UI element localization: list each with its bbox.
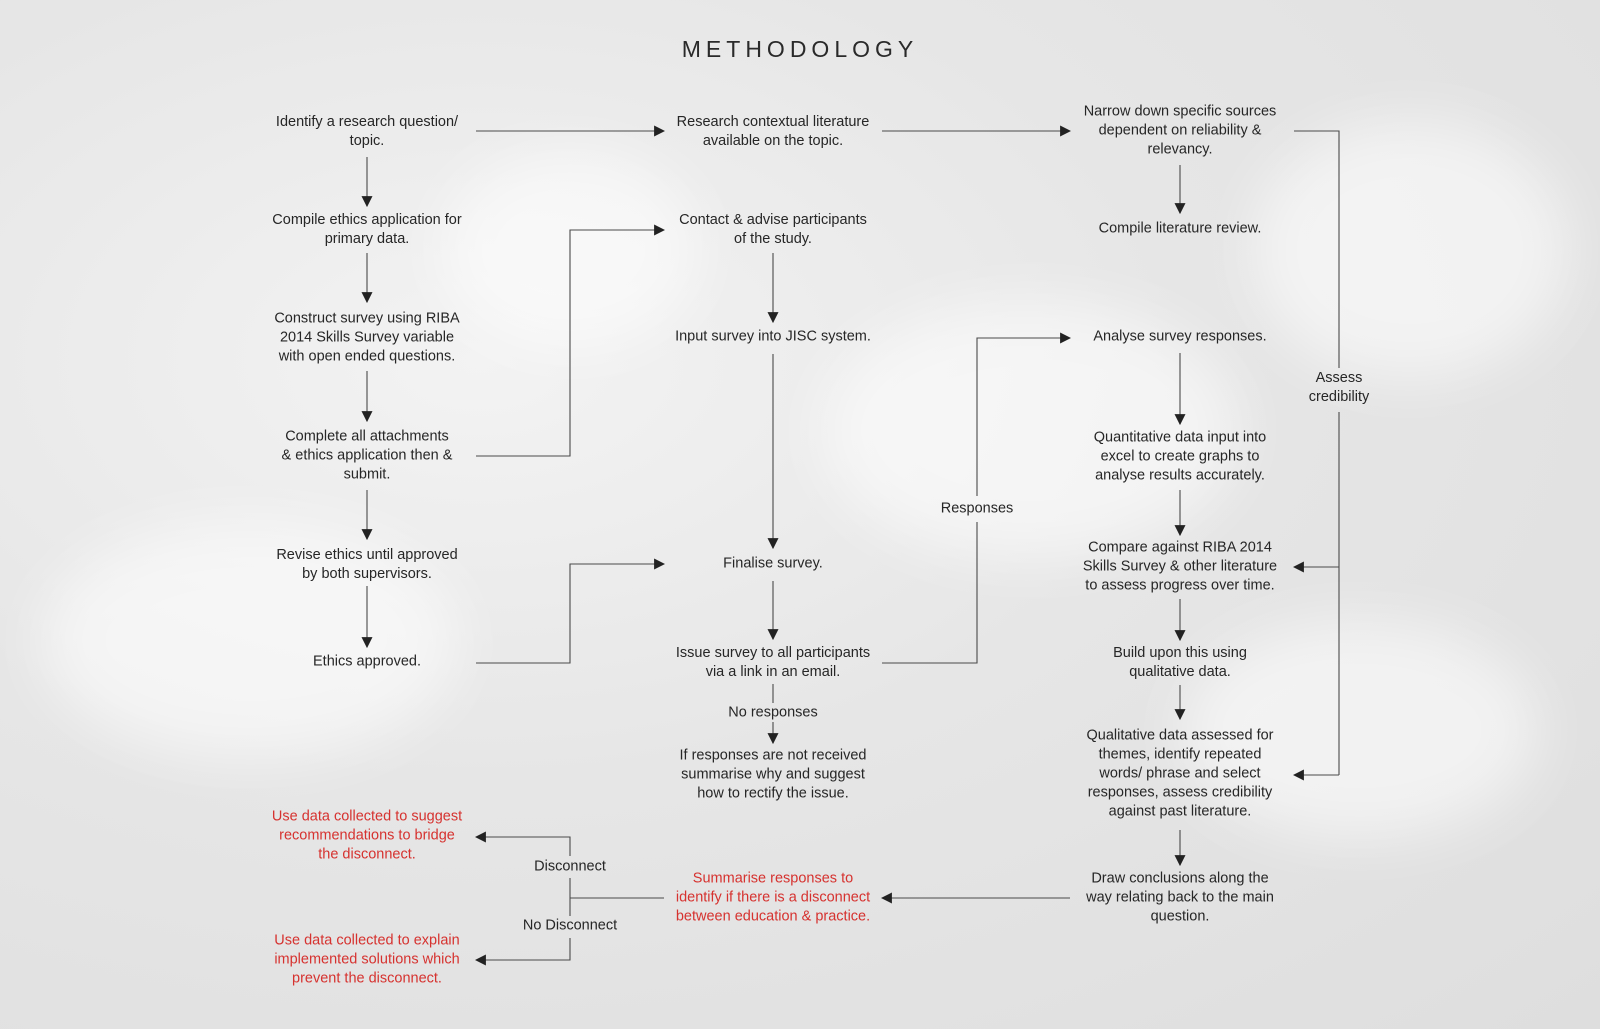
node-use-data-explain: Use data collected to explain implemented solutions which prevent the disconnect. bbox=[274, 932, 460, 987]
label-assess-credibility: Assess credibility bbox=[1308, 370, 1370, 405]
node-summarise-responses: Summarise responses to identify if there is a disconnect between education & practice. bbox=[675, 870, 871, 925]
node-input-survey: Input survey into JISC system. bbox=[675, 328, 871, 345]
arrow-disconnect-to-suggest bbox=[476, 837, 570, 856]
label-no-responses: No responses bbox=[728, 704, 818, 721]
label-responses: Responses bbox=[940, 500, 1014, 517]
line-narrow-to-credibility bbox=[1294, 131, 1339, 368]
node-issue-survey: Issue survey to all participants via a link in an email. bbox=[675, 645, 871, 680]
diagram-title: METHODOLOGY bbox=[681, 36, 919, 62]
node-compile-review: Compile literature review. bbox=[1098, 220, 1262, 237]
label-no-disconnect: No Disconnect bbox=[522, 917, 618, 934]
node-identify-question: Identify a research question/ topic. bbox=[275, 114, 459, 149]
node-analyse-responses: Analyse survey responses. bbox=[1093, 328, 1267, 345]
label-disconnect: Disconnect bbox=[534, 858, 606, 875]
node-contact-participants: Contact & advise participants of the study. bbox=[679, 212, 867, 247]
arrow-approved-to-finalise bbox=[476, 564, 664, 663]
node-compile-ethics: Compile ethics application for primary data. bbox=[272, 212, 462, 247]
arrow-complete-to-contact bbox=[476, 230, 664, 456]
node-qualitative-assessed: Qualitative data assessed for themes, identify repeated words/ phrase and select responses, assess credibility against past literature. bbox=[1086, 727, 1274, 820]
arrow-responses-to-analyse bbox=[977, 338, 1070, 496]
node-complete-attachments: Complete all attachments & ethics application then & submit. bbox=[281, 428, 453, 483]
node-ethics-approved: Ethics approved. bbox=[312, 653, 422, 670]
node-compare-riba: Compare against RIBA 2014 Skills Survey & other literature to assess progress over time. bbox=[1082, 539, 1278, 594]
node-no-responses-action: If responses are not received summarise why and suggest how to rectify the issue. bbox=[679, 747, 867, 802]
node-use-data-suggest: Use data collected to suggest recommendations to bridge the disconnect. bbox=[271, 808, 463, 863]
node-finalise-survey: Finalise survey. bbox=[723, 555, 823, 572]
node-quantitative-input: Quantitative data input into excel to create graphs to analyse results accurately. bbox=[1093, 429, 1267, 484]
node-research-literature: Research contextual literature available on the topic. bbox=[676, 114, 870, 149]
node-construct-survey: Construct survey using RIBA 2014 Skills Survey variable with open ended questions. bbox=[274, 310, 460, 365]
node-narrow-sources: Narrow down specific sources dependent on reliability & relevancy. bbox=[1083, 103, 1277, 158]
line-issue-to-responses bbox=[882, 522, 977, 663]
node-build-upon: Build upon this using qualitative data. bbox=[1113, 645, 1247, 680]
node-revise-ethics: Revise ethics until approved by both supervisors. bbox=[276, 547, 458, 582]
arrow-no-disconnect-to-explain bbox=[476, 938, 570, 960]
node-draw-conclusions: Draw conclusions along the way relating back to the main question. bbox=[1086, 870, 1274, 925]
